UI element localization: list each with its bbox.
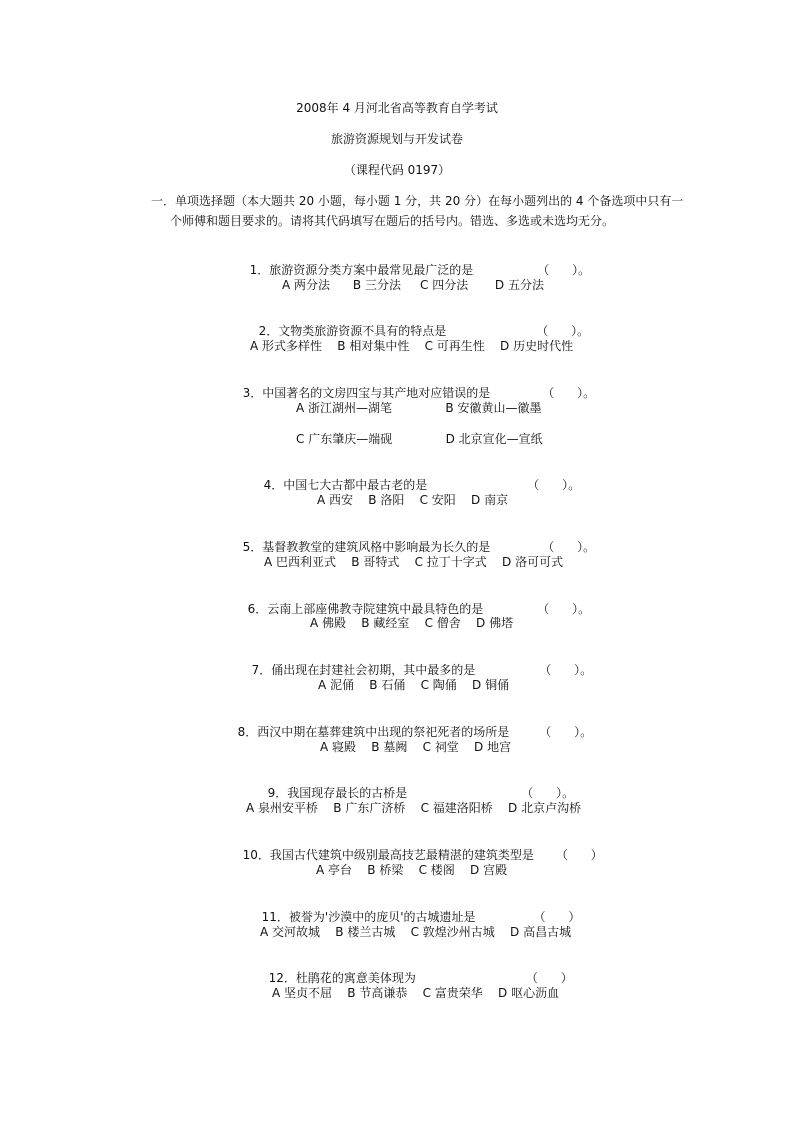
question-1: [242, 246, 590, 278]
question-7: [244, 646, 592, 678]
answer-paren: （ ）。: [542, 540, 596, 554]
question-stem: 4．中国七大古都中最古老的是: [263, 478, 428, 492]
answer-paren: （ ）: [555, 848, 603, 862]
answer-paren: （ ）: [533, 910, 581, 924]
question-8: [230, 708, 592, 740]
answer-paren: （ ）。: [536, 324, 590, 338]
question-11-options: A 交河故城 B 楼兰古城 C 敦煌沙州古城 D 高昌古城: [260, 925, 572, 939]
question-stem: 8．西汉中期在墓葬建筑中出现的祭祀死者的场所是: [237, 725, 510, 739]
question-9: [260, 769, 574, 801]
question-4: [256, 461, 580, 493]
question-8-options: A 寝殿 B 墓阙 C 祠堂 D 地宫: [320, 740, 512, 754]
question-10-options: A 亭台 B 桥梁 C 楼阁 D 宫殿: [316, 863, 508, 877]
answer-paren: （ ）。: [539, 725, 593, 739]
question-10: [235, 831, 603, 863]
question-stem: 7．俑出现在封建社会初期，其中最多的是: [251, 663, 476, 677]
answer-paren: （ ）。: [542, 386, 596, 400]
section-intro-line-1: 一．单项选择题（本大题共 20 小题，每小题 1 分，共 20 分）在每小题列出的 4 个备选项中只有一: [151, 194, 684, 208]
exam-title-line-2: 旅游资源规划与开发试卷: [330, 132, 463, 146]
question-11: [254, 893, 580, 925]
answer-paren: （ ）。: [537, 263, 591, 277]
question-stem: 1．旅游资源分类方案中最常见最广泛的是: [249, 263, 474, 277]
question-stem: 3．中国著名的文房四宝与其产地对应错误的是: [242, 386, 491, 400]
question-3-options-row-2: C 广东肇庆—端砚 D 北京宣化—宣纸: [296, 432, 543, 446]
section-intro-line-2: 个师傅和题目要求的。请将其代码填写在题后的括号内。错选、多选或未选均无分。: [170, 214, 615, 228]
question-stem: 12．杜鹃花的寓意美体现为: [268, 971, 416, 985]
answer-paren: （ ）: [525, 971, 573, 985]
question-6: [240, 585, 590, 617]
question-12-options: A 坚贞不屈 B 节高谦恭 C 富贵荣华 D 呕心沥血: [272, 986, 560, 1000]
question-stem: 6．云南上部座佛教寺院建筑中最具特色的是: [247, 602, 484, 616]
answer-paren: （ ）。: [539, 663, 593, 677]
exam-title-line-1: 2008年 4 月河北省高等教育自学考试: [296, 101, 498, 115]
question-5: [235, 523, 595, 555]
question-7-options: A 泥俑 B 石俑 C 陶俑 D 铜俑: [318, 678, 510, 692]
question-3: [235, 369, 595, 401]
question-2-options: A 形式多样性 B 相对集中性 C 可再生性 D 历史时代性: [250, 339, 574, 353]
question-6-options: A 佛殿 B 藏经室 C 僧舍 D 佛塔: [310, 616, 514, 630]
answer-paren: （ ）。: [537, 602, 591, 616]
course-code: （课程代码 0197）: [343, 163, 451, 177]
question-4-options: A 西安 B 洛阳 C 安阳 D 南京: [317, 493, 509, 507]
question-2: [251, 307, 589, 339]
question-9-options: A 泉州安平桥 B 广东广济桥 C 福建洛阳桥 D 北京卢沟桥: [246, 801, 582, 815]
question-12: [261, 954, 573, 986]
answer-paren: （ ）。: [527, 478, 581, 492]
question-5-options: A 巴西利亚式 B 哥特式 C 拉丁十字式 D 洛可可式: [264, 555, 564, 569]
question-3-options-row-1: A 浙江湖州—湖笔 B 安徽黄山—徽墨: [296, 401, 542, 415]
question-stem: 10．我国古代建筑中级别最高技艺最精湛的建筑类型是: [242, 848, 534, 862]
question-stem: 2．文物类旅游资源不具有的特点是: [258, 324, 447, 338]
answer-paren: （ ）。: [521, 786, 575, 800]
question-stem: 5．基督教教堂的建筑风格中影响最为长久的是: [242, 540, 491, 554]
question-1-options: A 两分法 B 三分法 C 四分法 D 五分法: [282, 278, 544, 292]
question-stem: 11．被誉为'沙漠中的庞贝'的古城遗址是: [261, 910, 476, 924]
question-stem: 9．我国现存最长的古桥是: [267, 786, 408, 800]
